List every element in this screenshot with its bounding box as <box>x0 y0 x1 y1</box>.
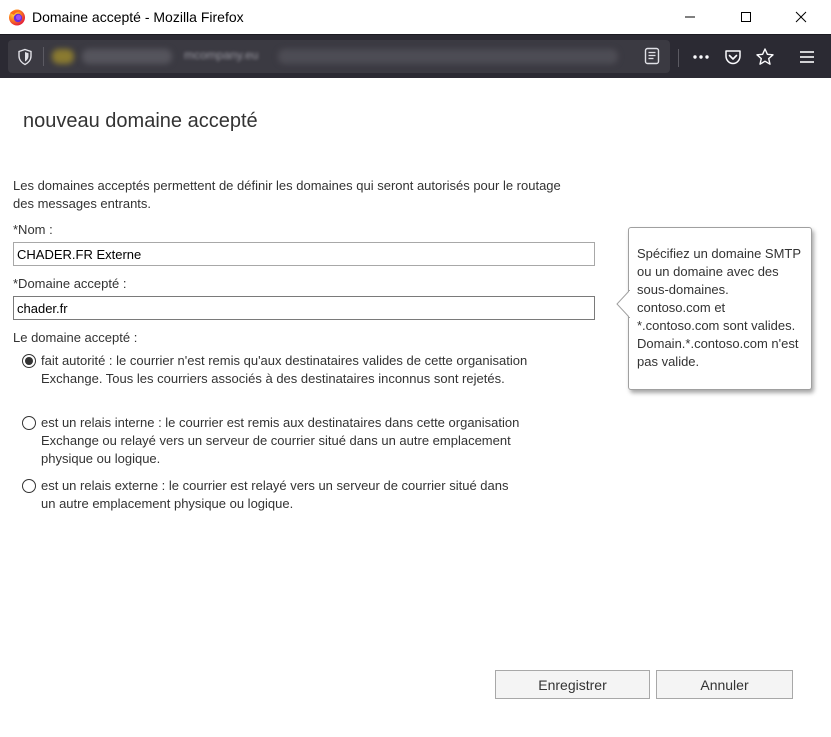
radio-button[interactable] <box>22 479 36 493</box>
maximize-button[interactable] <box>723 0 769 34</box>
tooltip-arrow <box>616 290 630 318</box>
url-separator <box>43 47 44 66</box>
radio-external-relay[interactable] <box>22 477 521 513</box>
accepted-domain-input[interactable] <box>13 296 595 320</box>
name-input[interactable] <box>13 242 595 266</box>
domain-help-tooltip <box>628 227 812 390</box>
hamburger-menu-icon <box>798 48 816 66</box>
radio-internal-relay-label: est un relais interne : le courrier est remis aux destinataires dans cette organisation Exchange ou relayé vers un serveur de courrier situé dans un autre emplacement physique ou logique. <box>41 415 520 466</box>
more-actions-button[interactable] <box>689 45 713 69</box>
minimize-icon <box>684 11 696 23</box>
page-title: nouveau domaine accepté <box>23 110 258 132</box>
browser-toolbar <box>0 34 831 78</box>
window-title: Domaine accepté - Mozilla Firefox <box>32 9 244 25</box>
reader-view-icon[interactable] <box>642 46 662 66</box>
radio-external-relay-label: est un relais externe : le courrier est relayé vers un serveur de courrier situé dans un autre emplacement physique ou logique. <box>41 478 509 511</box>
window-titlebar <box>0 0 831 34</box>
page-description: Les domaines acceptés permettent de définir les domaines qui seront autorisés pour le routage des messages entrants. <box>13 178 561 211</box>
url-bar[interactable] <box>8 40 670 73</box>
cancel-button[interactable]: Annuler <box>656 670 793 699</box>
tooltip-text: Spécifiez un domaine SMTP ou un domaine avec des sous-domaines. contoso.com et *.contoso.com sont valides. Domain.*.contoso.com n'est pas valide. <box>637 246 801 369</box>
save-button[interactable]: Enregistrer <box>495 670 650 699</box>
domain-label: *Domaine accepté : <box>13 276 127 291</box>
radio-button[interactable] <box>22 416 36 430</box>
domain-type-label: Le domaine accepté : <box>13 330 138 345</box>
bookmark-button[interactable] <box>753 45 777 69</box>
app-menu-button[interactable] <box>795 45 819 69</box>
minimize-button[interactable] <box>667 0 713 34</box>
radio-authoritative-label: fait autorité : le courrier n'est remis qu'aux destinataires valides de cette organisation Exchange. Tous les courriers associés à des destinataires inconnus sont rejetés. <box>41 353 528 386</box>
radio-authoritative[interactable] <box>22 352 541 388</box>
radio-button-selected[interactable] <box>22 354 36 368</box>
toolbar-separator <box>678 49 679 67</box>
url-blurred-end <box>278 49 618 64</box>
shield-icon[interactable] <box>17 48 33 66</box>
firefox-logo-icon <box>8 8 26 26</box>
url-host: mcompany.eu <box>184 48 259 62</box>
close-window-button[interactable] <box>778 0 824 34</box>
pocket-button[interactable] <box>721 45 745 69</box>
more-icon <box>691 47 711 67</box>
close-icon <box>795 11 807 23</box>
name-label: *Nom : <box>13 222 53 237</box>
pocket-icon <box>723 47 743 67</box>
radio-internal-relay[interactable] <box>22 414 521 468</box>
bookmark-star-icon <box>755 47 775 67</box>
url-blurred-path <box>82 49 172 64</box>
url-blurred-start <box>52 49 74 64</box>
maximize-icon <box>740 11 752 23</box>
